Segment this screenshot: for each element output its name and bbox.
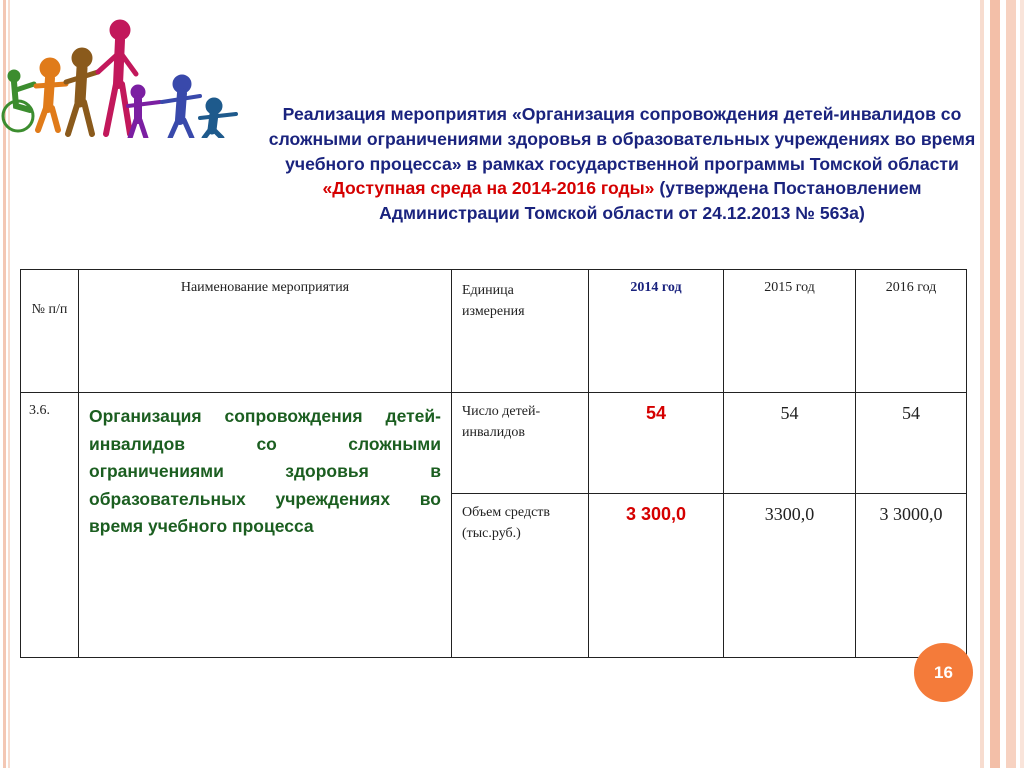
row-num: 3.6. <box>29 403 50 418</box>
child-purple-figure <box>128 85 160 138</box>
row-num-cell <box>21 393 79 658</box>
header-2014-label: 2014 год <box>630 280 682 295</box>
title-part-approval: (утверждена Постановлением Администрации Томской области от 24.12.2013 № 563а) <box>379 178 922 224</box>
value-2014-children: 54 <box>645 403 667 423</box>
value-2015-funds: 3300,0 <box>764 504 815 524</box>
header-cell-unit <box>452 270 589 393</box>
header-cell-2016 <box>856 270 967 393</box>
table-row <box>21 393 967 494</box>
unit-cell-children <box>452 393 589 494</box>
child-blue-figure <box>162 75 200 138</box>
value-cell-2014-funds <box>589 494 724 658</box>
child-orange-figure <box>36 58 66 130</box>
activity-table <box>20 269 967 658</box>
value-2014-funds: 3 300,0 <box>625 504 687 524</box>
value-2016-children: 54 <box>902 403 920 423</box>
table-header-row <box>21 270 967 393</box>
header-2015-label: 2015 год <box>764 280 815 295</box>
unit-cell-funds <box>452 494 589 658</box>
value-cell-2016-children <box>856 393 967 494</box>
child-teal-figure <box>200 98 236 138</box>
value-cell-2015-children <box>724 393 856 494</box>
value-cell-2014-children <box>589 393 724 494</box>
header-2016-label: 2016 год <box>885 280 937 295</box>
adult-pink-figure <box>98 20 136 134</box>
value-2015-children: 54 <box>780 403 799 423</box>
header-cell-name <box>79 270 452 393</box>
title-part-program: «Доступная среда на 2014-2016 годы» <box>322 178 655 199</box>
value-cell-2015-funds <box>724 494 856 658</box>
header-cell-num <box>21 270 79 393</box>
value-cell-2016-funds <box>856 494 967 658</box>
value-2016-funds: 3 3000,0 <box>879 504 943 524</box>
header-num-label: № п/п <box>31 302 68 317</box>
family-figures-logo <box>0 18 245 138</box>
unit-funds-label: Объем средств (тыс.руб.) <box>462 505 551 541</box>
page-number-badge: 16 <box>914 643 973 702</box>
wheelchair-figure <box>3 70 34 131</box>
activity-name: Организация сопровождения детей-инвалидов со сложными ограничениями здоровья в образовательных учреждениях во время учебного процесса <box>89 406 441 536</box>
row-name-cell <box>79 393 452 658</box>
header-cell-2014 <box>589 270 724 393</box>
adult-brown-figure <box>66 48 98 134</box>
right-decor-stripes <box>976 0 1024 768</box>
header-cell-2015 <box>724 270 856 393</box>
header-unit-label: Единица измерения <box>462 283 525 319</box>
slide-title <box>262 102 982 226</box>
header-name-label: Наименование мероприятия <box>180 280 350 295</box>
unit-children-label: Число детей-инвалидов <box>462 404 541 440</box>
title-part-main: Реализация мероприятия «Организация сопровождения детей-инвалидов со сложными ограничениями здоровья в образовательных учреждениях во время учебного процесса» в рамках государственной программы Томской области <box>268 104 976 174</box>
